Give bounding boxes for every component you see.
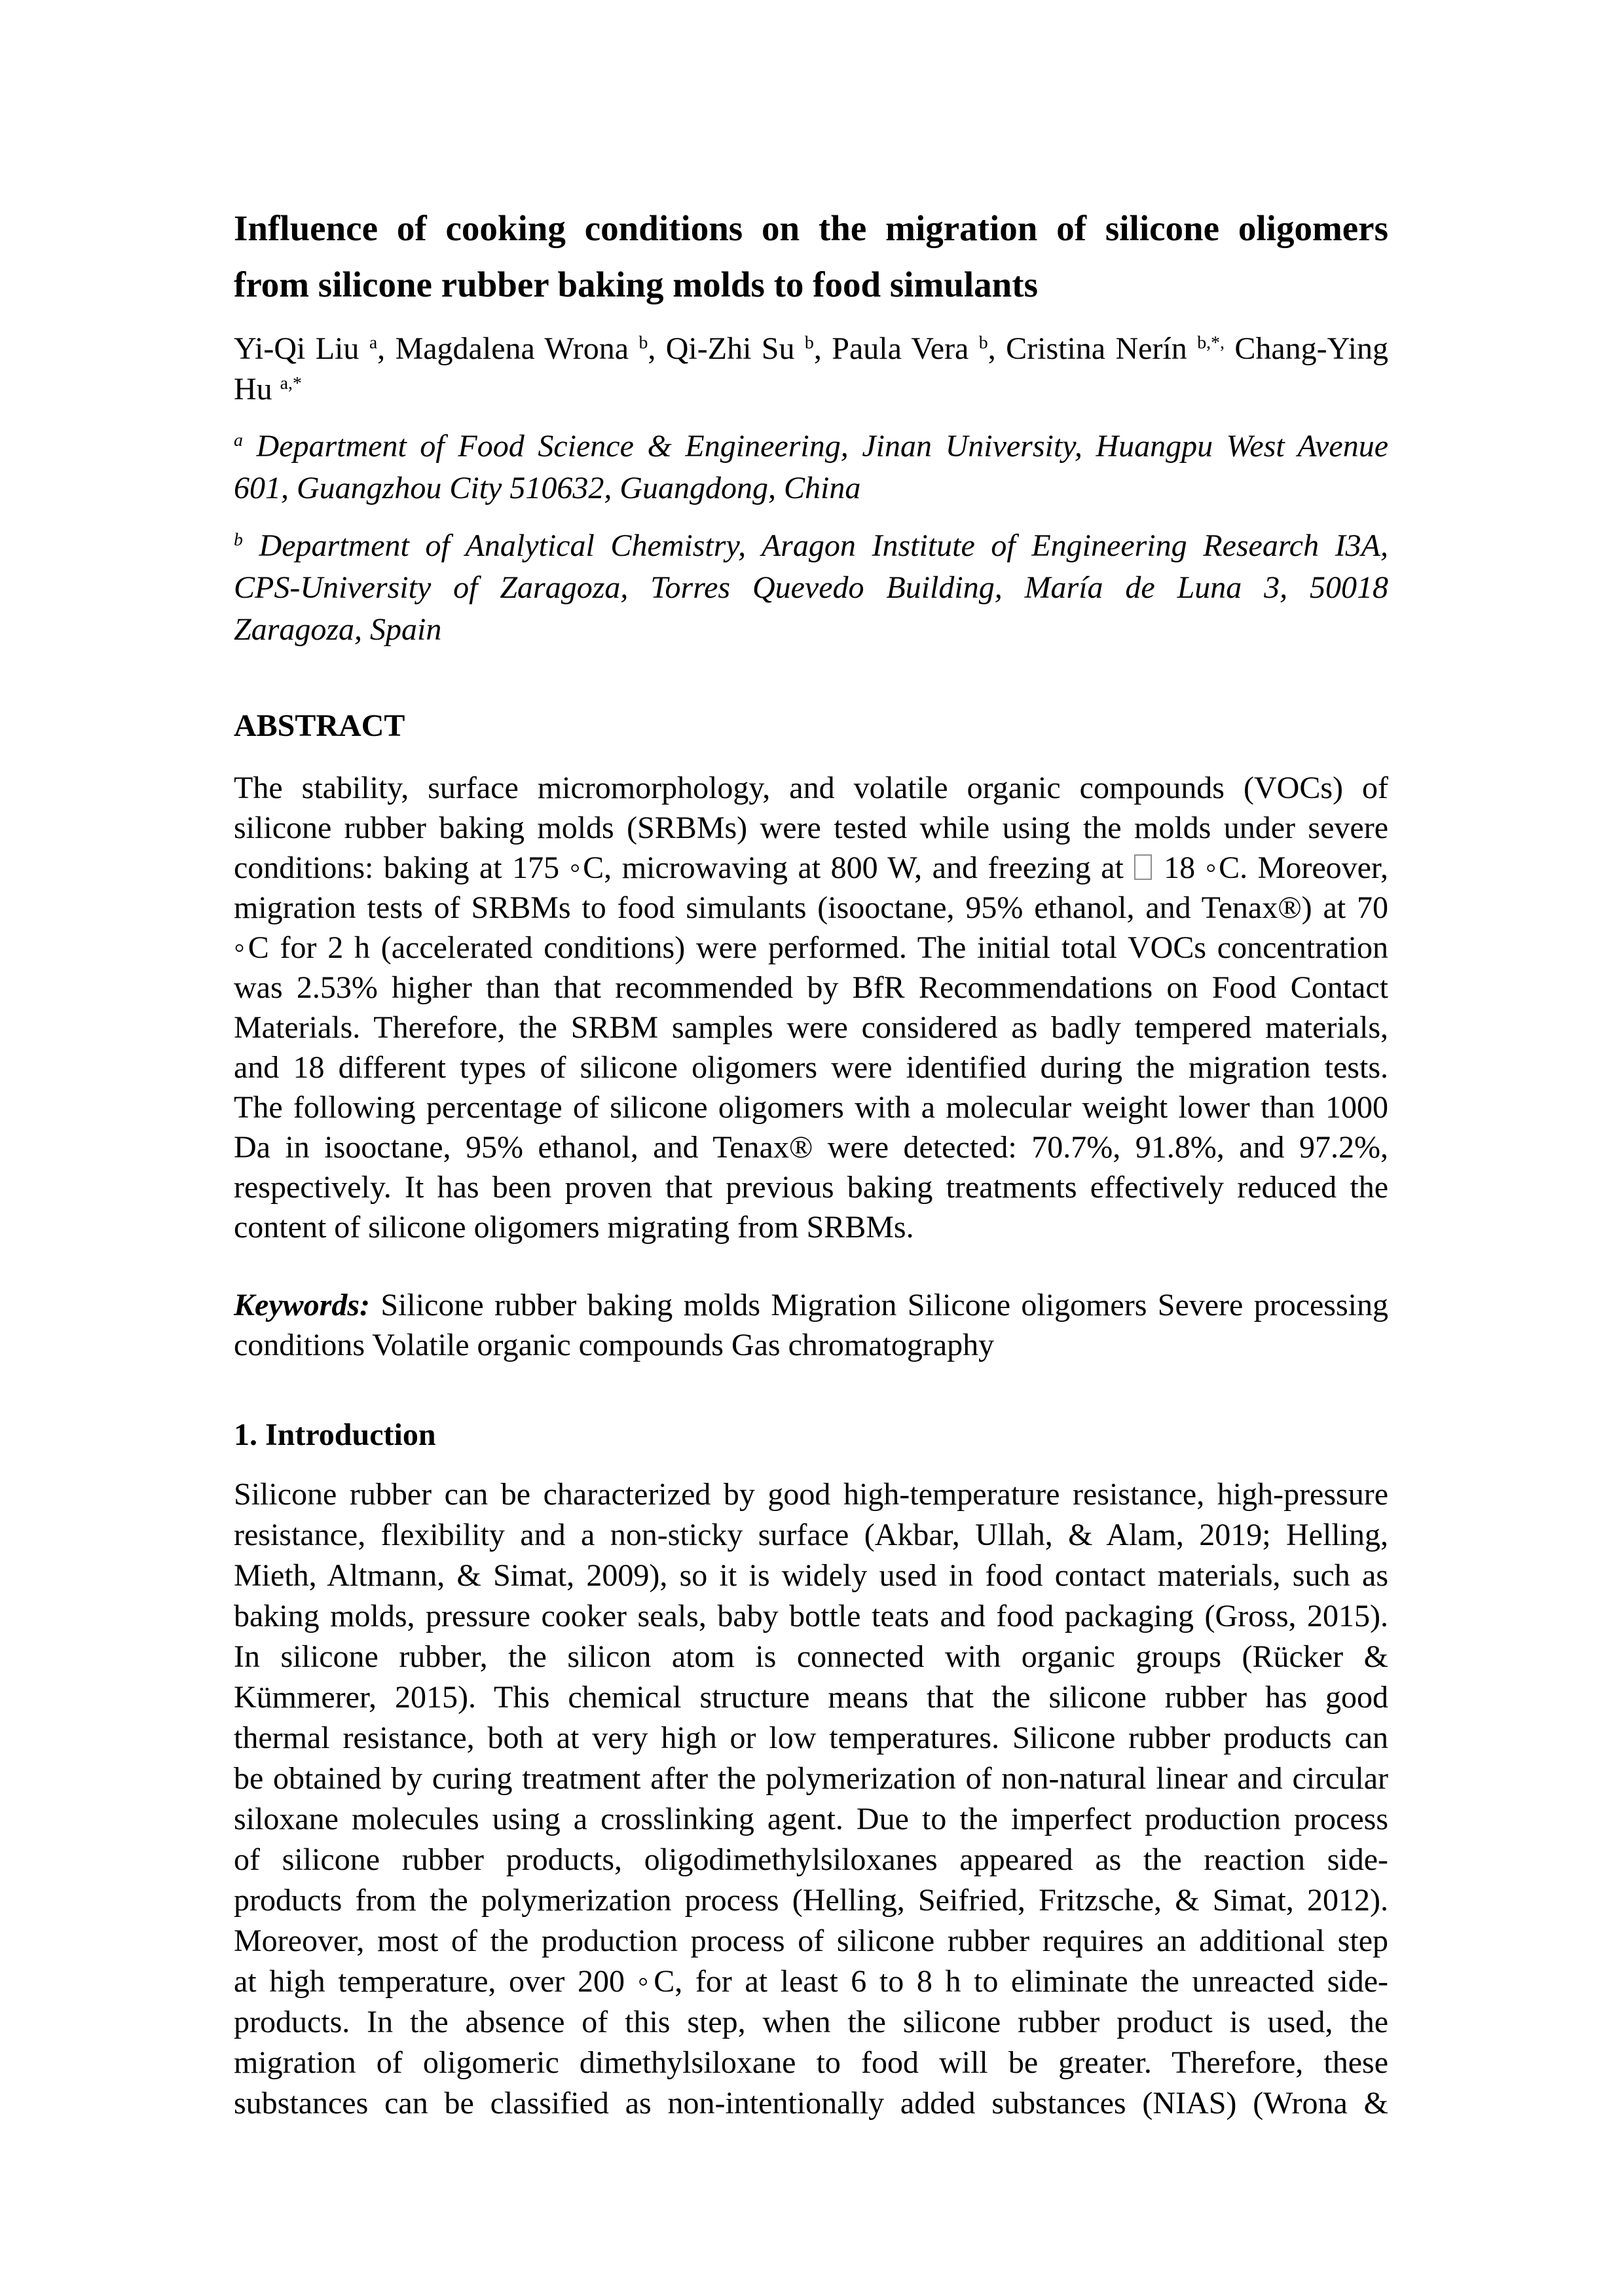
introduction-paragraph-line-7: thermal resistance, both at very high or low temperatures. Silicone rubber products can [234,1721,1388,1755]
superscript: b [978,332,988,353]
introduction-paragraph-line-2: resistance, flexibility and a non-sticky surface (Akbar, Ullah, & Alam, 2019; Helling, [234,1518,1388,1552]
abstract-paragraph-line-1: The stability, surface micromorphology, and volatile organic compounds (VOCs) of [234,771,1388,805]
author-line-line-1: Yi-Qi Liu $^a$, Magdalena Wrona $^b$, Qi-Zhi Su $^b$, Paula Vera $^b$, Cristina Nerín $^{b,*,}$ Chang-Ying [234,331,1389,366]
paper-title-line-2: from silicone rubber baking molds to food simulants [234,264,1038,304]
affiliation-b [234,525,1388,651]
abstract-paragraph-line-7: Materials. Therefore, the SRBM samples were considered as badly tempered materials, [234,1010,1388,1045]
introduction-paragraph-line-3: Mieth, Altmann, & Simat, 2009), so it is widely used in food contact materials, such as [234,1558,1388,1593]
introduction-paragraph-line-12: Moreover, most of the production process of silicone rubber requires an additional step [234,1923,1388,1958]
introduction-paragraph-line-15: migration of oligomeric dimethylsiloxane to food will be greater. Therefore, these [234,2045,1388,2080]
abstract-paragraph [234,768,1388,1247]
abstract-paragraph-line-6: was 2.53% higher than that recommended by BfR Recommendations on Food Contact [234,970,1388,1005]
abstract-paragraph-line-8: and 18 different types of silicone oligomers were identified during the migration tests. [234,1050,1388,1085]
abstract-heading: ABSTRACT [234,708,405,743]
affiliation-b-line-1: $^b$ Department of Analytical Chemistry, Aragon Institute of Engineering Research I3A, [234,528,1388,563]
abstract-paragraph-line-3: conditions: baking at 175 ◦C, microwaving at 800 W, and freezing at 18 ◦C. Moreover, [234,850,1388,885]
superscript: a [369,332,378,353]
abstract-paragraph-line-12: content of silicone oligomers migrating from SRBMs. [234,1210,914,1245]
superscript: b [234,529,243,550]
keywords-label: Keywords: [234,1288,370,1322]
author-line [234,329,1388,410]
introduction-paragraph-line-10: of silicone rubber products, oligodimethylsiloxanes appeared as the reaction side- [234,1842,1388,1877]
introduction-paragraph-line-9: siloxane molecules using a crosslinking agent. Due to the imperfect production process [234,1802,1388,1836]
keywords-paragraph-line-2: conditions Volatile organic compounds Gas chromatography [234,1328,995,1362]
introduction-paragraph-line-1: Silicone rubber can be characterized by good high-temperature resistance, high-pressure [234,1477,1388,1512]
abstract-paragraph-line-9: The following percentage of silicone oligomers with a molecular weight lower than 1000 [234,1090,1388,1125]
introduction-paragraph-line-6: Kümmerer, 2015). This chemical structure means that the silicone rubber has good [234,1680,1388,1715]
affiliation-a-line-1: $^a$ Department of Food Science & Engineering, Jinan University, Huangpu West Avenue [234,429,1388,464]
introduction-paragraph-line-4: baking molds, pressure cooker seals, baby bottle teats and food packaging (Gross, 2015). [234,1599,1388,1633]
superscript: a [234,429,243,450]
abstract-paragraph-line-2: silicone rubber baking molds (SRBMs) were tested while using the molds under severe [234,811,1388,845]
affiliation-a [234,426,1388,509]
introduction-paragraph [234,1474,1388,2124]
introduction-heading: 1. Introduction [234,1417,436,1452]
keywords-paragraph-line-1: Keywords: Silicone rubber baking molds Migration Silicone oligomers Severe processing [234,1288,1388,1322]
introduction-paragraph-line-5: In silicone rubber, the silicon atom is connected with organic groups (Rücker & [234,1639,1388,1674]
keywords-paragraph [234,1285,1388,1365]
introduction-paragraph-line-11: products from the polymerization process (Helling, Seifried, Fritzsche, & Simat, 2012). [234,1883,1388,1918]
page-content [234,0,1388,2124]
introduction-paragraph-line-13: at high temperature, over 200 ◦C, for at least 6 to 8 h to eliminate the unreacted side- [234,1964,1388,1999]
paper-title [234,200,1388,313]
affiliation-b-line-2: CPS-University of Zaragoza, Torres Quevedo Building, María de Luna 3, 50018 [234,570,1388,605]
abstract-paragraph-line-4: migration tests of SRBMs to food simulants (isooctane, 95% ethanol, and Tenax®) at 70 [234,890,1388,925]
missing-glyph-box [1134,854,1151,880]
superscript: b [804,332,814,353]
abstract-paragraph-line-10: Da in isooctane, 95% ethanol, and Tenax® were detected: 70.7%, 91.8%, and 97.2%, [234,1130,1388,1165]
paper-title-line-1: Influence of cooking conditions on the migration of silicone oligomers [234,208,1388,248]
abstract-paragraph-line-11: respectively. It has been proven that previous baking treatments effectively reduced the [234,1170,1388,1205]
introduction-paragraph-line-8: be obtained by curing treatment after the polymerization of non-natural linear and circular [234,1761,1388,1796]
abstract-paragraph-line-5: ◦C for 2 h (accelerated conditions) were performed. The initial total VOCs concentration [234,930,1388,965]
introduction-paragraph-line-16: substances can be classified as non-intentionally added substances (NIAS) (Wrona & [234,2086,1388,2121]
affiliation-a-line-2: 601, Guangzhou City 510632, Guangdong, China [234,471,861,505]
superscript: b,*, [1197,332,1225,353]
introduction-paragraph-line-14: products. In the absence of this step, when the silicone rubber product is used, the [234,2005,1388,2039]
superscript: b [638,332,648,353]
superscript: a,* [280,373,302,393]
affiliation-b-line-3: Zaragoza, Spain [234,612,442,647]
author-line-line-2: Hu $^{a,*}$ [234,372,302,407]
